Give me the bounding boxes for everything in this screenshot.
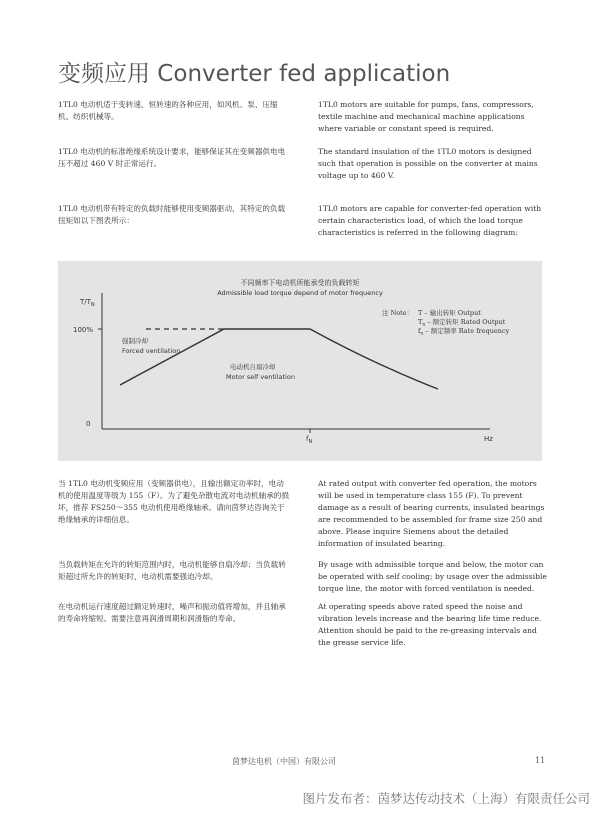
note-line-1: T – 输出转矩 Output <box>418 309 481 317</box>
intro-cn-2: 1TL0 电动机的标准绝缘系统设计要求，能够保证其在变频器供电电压不超过 460 V 时正常运行。 <box>58 147 286 168</box>
forced-label-en: Forced ventilation <box>122 347 181 355</box>
note-line-3: $f_n$ – 额定频率 Rate frequency <box>418 327 510 337</box>
forced-label-cn: 强制冷却 <box>122 337 148 345</box>
footer-company: 茵梦达电机（中国）有限公司 <box>232 757 336 766</box>
self-label-cn: 电动机自扇冷却 <box>230 363 276 371</box>
body-cn-3: 在电动机运行速度超过额定转速时，噪声和振动值将增加，并且轴承的寿命将缩短。需要注意再润滑周期和润滑脂的寿命。 <box>58 602 286 623</box>
y-axis-label: $T/T_N$ <box>80 298 95 308</box>
self-label-en: Motor self ventilation <box>226 373 295 381</box>
chart-title-cn: 不同频率下电动机所能承受的负载转矩 <box>240 279 360 287</box>
body-en-3: At operating speeds above rated speed the noise and vibration levels increase and the bearing life time reduce. Attention should be paid to the re-greasing intervals and the grease service life. <box>318 602 542 647</box>
load-torque-diagram <box>58 261 542 461</box>
body-en-1: At rated output with converter fed operation, the motors will be used in temperature class 155 (F). To prevent damage as a result of bearing currents, insulated bearings are recommended to be assembled for frame size 250 and above. Please inquire Siemens about the detailed information of insulated bearing. <box>318 479 545 548</box>
publisher-watermark: 图片发布者：茵梦达传动技术（上海）有限责任公司 <box>302 791 590 806</box>
x-unit-label: Hz <box>484 435 493 443</box>
intro-en-2: The standard insulation of the 1TL0 motors is designed such that operation is possible on the converter at mains voltage up to 460 V. <box>318 147 538 180</box>
chart-title-en: Admissible load torque depend of motor frequency <box>217 289 383 297</box>
body-en-2: By usage with admissible torque and below, the motor can be operated with self cooling; by usage over the admissible torque line, the motor with forced ventilation is needed. <box>318 560 547 593</box>
note-prefix: 注 Note： <box>382 309 414 317</box>
note-line-2: $T_n$ – 额定转矩 Rated Output <box>418 318 506 328</box>
body-cn-1: 当 1TL0 电动机变频应用（变频器供电），且输出额定功率时，电动机的使用温度等级为 155（F）。为了避免杂散电流对电动机轴承的损坏，推荐 FS250～355 电动机使用绝缘轴承。请向茵梦达咨询关于绝缘轴承的详细信息。 <box>58 479 289 524</box>
x-tick-label-fn: $f_N$ <box>306 435 313 445</box>
intro-cn-1: 1TL0 电动机适于变转速、恒转速的各种应用，如风机、泵、压缩机、纺织机械等。 <box>58 100 278 121</box>
intro-en-1: 1TL0 motors are suitable for pumps, fans, compressors, textile machine and mechanical machine applications where variable or constant speed is required. <box>318 100 534 133</box>
intro-cn-3: 1TL0 电动机带有特定的负载时能够使用变频器驱动，其特定的负载扭矩如以下图表所示： <box>58 204 286 225</box>
diagram-svg <box>58 261 542 461</box>
y-tick-label-100: 100% <box>73 326 94 334</box>
page-number: 11 <box>535 756 546 765</box>
page-title: 变频应用 Converter fed application <box>58 61 451 87</box>
y-tick-label-0: 0 <box>86 420 91 428</box>
intro-en-3: 1TL0 motors are capable for converter-fed operation with certain characteristics load, of which the load torque characteristics is referred in the following diagram: <box>318 204 542 237</box>
body-cn-2: 当负载转矩在允许的转矩范围内时，电动机能够自扇冷却；当负载转矩超过所允许的转矩时，电动机需要强迫冷却。 <box>58 560 286 581</box>
